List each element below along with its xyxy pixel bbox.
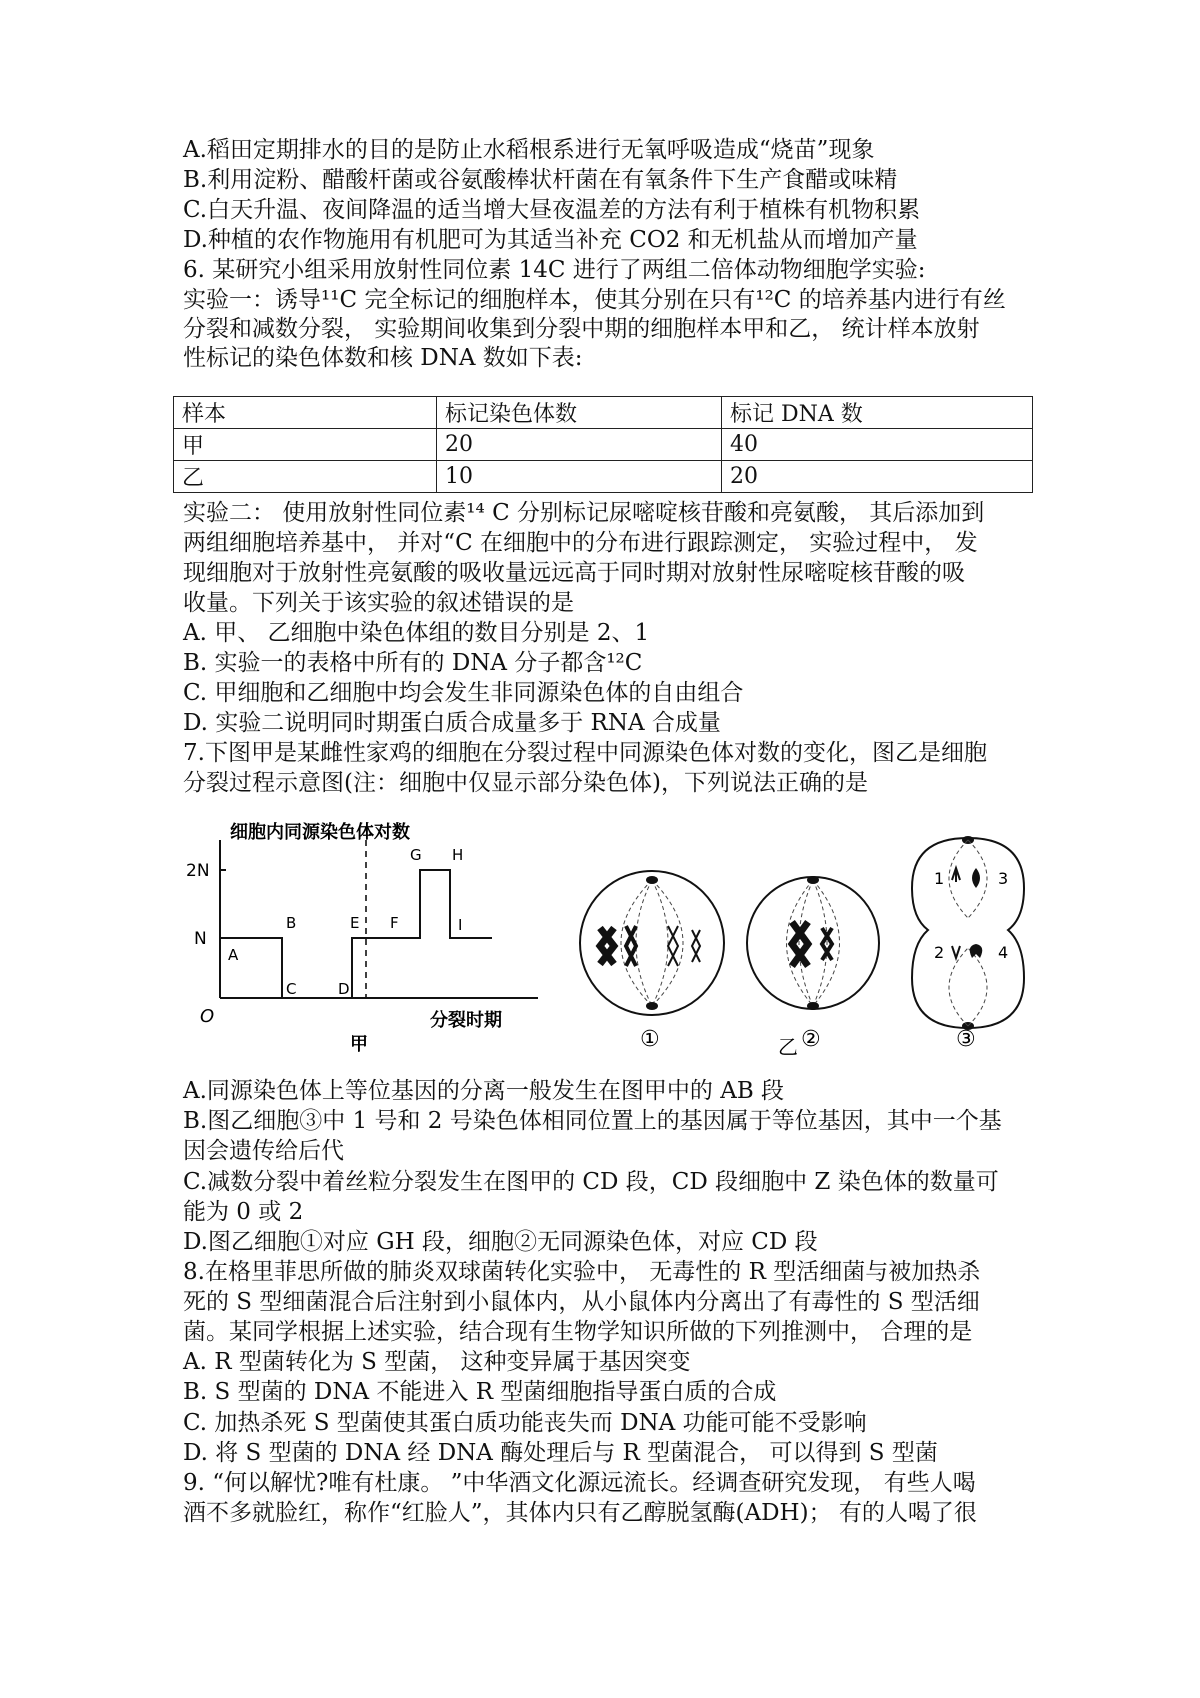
q5-option-c: C.白天升温、夜间降温的适当增大昼夜温差的方法有利于植株有机物积累 xyxy=(183,197,921,223)
segment-label: F xyxy=(390,914,399,932)
centriole xyxy=(807,876,819,884)
q7-stem-line1: 7.下图甲是某雌性家鸡的细胞在分裂过程中同源染色体对数的变化，图乙是细胞 xyxy=(183,740,987,766)
cell-label: ① xyxy=(640,1027,660,1052)
chromosome-number: 2 xyxy=(934,943,945,962)
chromosome xyxy=(626,926,636,966)
table-row xyxy=(174,429,1033,461)
table-cell: 乙 xyxy=(174,461,437,493)
cell-membrane xyxy=(747,877,879,1009)
q7-option-b-line2: 因会遗传给后代 xyxy=(183,1138,344,1164)
segment-label: I xyxy=(458,916,463,934)
q9-stem-line1: 9. “何以解忧?唯有杜康。 ”中华酒文化源远流长。经调查研究发现， 有些人喝 xyxy=(183,1470,976,1496)
cell-label: ② xyxy=(801,1027,821,1052)
chromosome-number: 1 xyxy=(934,869,945,888)
q6-exp1-line3: 性标记的染色体数和核 DNA 数如下表: xyxy=(183,345,583,371)
chromosome xyxy=(668,926,678,966)
table-header-cell: 样本 xyxy=(174,397,437,429)
graph-y-label: 细胞内同源染色体对数 xyxy=(230,822,410,843)
q7-figure xyxy=(186,818,1040,1059)
chromosome xyxy=(972,868,980,888)
q8-stem-line1: 8.在格里菲思所做的肺炎双球菌转化实验中， 无毒性的 R 型活细菌与被加热杀 xyxy=(183,1259,981,1285)
graph-jia xyxy=(186,821,538,1055)
segment-label: D xyxy=(338,980,350,998)
q6-option-a: A. 甲、 乙细胞中染色体组的数目分别是 2、1 xyxy=(183,620,650,646)
chromosome xyxy=(792,922,808,966)
caption-yi: 乙 xyxy=(778,1035,798,1059)
q5-option-b: B.利用淀粉、醋酸杆菌或谷氨酸棒状杆菌在有氧条件下生产食醋或味精 xyxy=(183,167,898,193)
q6-exp2-line4: 收量。下列关于该实验的叙述错误的是 xyxy=(183,590,574,616)
segment-label: C xyxy=(286,980,297,998)
q7-stem-line2: 分裂过程示意图(注：细胞中仅显示部分染色体)，下列说法正确的是 xyxy=(183,770,868,796)
q7-option-b-line1: B.图乙细胞③中 1 号和 2 号染色体相同位置上的基因属于等位基因，其中一个基 xyxy=(183,1108,1002,1134)
table-cell: 甲 xyxy=(174,429,437,461)
q8-option-b: B. S 型菌的 DNA 不能进入 R 型菌细胞指导蛋白质的合成 xyxy=(183,1379,777,1405)
q6-table xyxy=(173,396,1033,493)
chromosome-number: 3 xyxy=(998,869,1009,888)
cell-1 xyxy=(580,871,724,1052)
table-cell: 10 xyxy=(437,461,722,493)
cell-membrane xyxy=(912,838,1024,1028)
cell-3 xyxy=(912,836,1024,1052)
table-cell: 40 xyxy=(722,429,1033,461)
chromosome-number: 4 xyxy=(998,943,1009,962)
caption-jia: 甲 xyxy=(350,1034,368,1055)
chromosome xyxy=(970,944,983,958)
q6-exp1-line2: 分裂和减数分裂， 实验期间收集到分裂中期的细胞样本甲和乙， 统计样本放射 xyxy=(183,316,980,342)
table-header-row xyxy=(174,397,1033,429)
q5-option-d: D.种植的农作物施用有机肥可为其适当补充 CO2 和无机盐从而增加产量 xyxy=(183,227,918,253)
centriole xyxy=(646,1002,658,1010)
q8-option-a: A. R 型菌转化为 S 型菌， 这种变异属于基因突变 xyxy=(183,1349,691,1375)
table-header-cell: 标记 DNA 数 xyxy=(722,397,1033,429)
tick-2n: 2N xyxy=(186,861,210,881)
table-row xyxy=(174,461,1033,493)
q6-exp2-line1: 实验二： 使用放射性同位素¹⁴ C 分别标记尿嘧啶核苷酸和亮氨酸， 其后添加到 xyxy=(183,500,985,526)
spindle-fibers xyxy=(621,880,683,1006)
q6-option-b: B. 实验一的表格中所有的 DNA 分子都含¹²C xyxy=(183,650,643,676)
table-cell: 20 xyxy=(437,429,722,461)
q6-option-d: D. 实验二说明同时期蛋白质合成量多于 RNA 合成量 xyxy=(183,710,721,736)
centriole xyxy=(646,876,658,884)
q6-exp2-line2: 两组细胞培养基中， 并对“C 在细胞中的分布进行跟踪测定， 实验过程中， 发 xyxy=(183,530,978,556)
q6-exp2-line3: 现细胞对于放射性亮氨酸的吸收量远远高于同时期对放射性尿嘧啶核苷酸的吸 xyxy=(183,560,965,586)
segment-label: B xyxy=(286,914,297,932)
q9-stem-line2: 酒不多就脸红，称作“红脸人”，其体内只有乙醇脱氢酶(ADH)； 有的人喝了很 xyxy=(183,1500,977,1526)
graph-x-label: 分裂时期 xyxy=(430,1010,502,1031)
table-cell: 20 xyxy=(722,461,1033,493)
centriole xyxy=(807,1002,819,1010)
graph-line xyxy=(220,870,492,998)
q8-stem-line2: 死的 S 型细菌混合后注射到小鼠体内，从小鼠体内分离出了有毒性的 S 型活细 xyxy=(183,1289,980,1315)
q7-option-a: A.同源染色体上等位基因的分离一般发生在图甲中的 AB 段 xyxy=(183,1078,785,1104)
q7-option-c-line1: C.减数分裂中着丝粒分裂发生在图甲的 CD 段，CD 段细胞中 Z 染色体的数量可 xyxy=(183,1169,999,1195)
chromosome xyxy=(952,946,960,958)
q5-option-a: A.稻田定期排水的目的是防止水稻根系进行无氧呼吸造成“烧苗”现象 xyxy=(183,137,875,163)
spindle-fibers xyxy=(949,840,987,1026)
cell-label: ③ xyxy=(956,1027,976,1052)
segment-label: G xyxy=(410,846,422,864)
tick-n: N xyxy=(194,929,207,949)
q6-option-c: C. 甲细胞和乙细胞中均会发生非同源染色体的自由组合 xyxy=(183,680,744,706)
segment-label: A xyxy=(228,946,239,964)
cell-2 xyxy=(747,876,879,1052)
q7-option-d: D.图乙细胞①对应 GH 段，细胞②无同源染色体，对应 CD 段 xyxy=(183,1229,818,1255)
segment-label: E xyxy=(350,914,360,932)
chromosome xyxy=(600,928,614,964)
chromosome xyxy=(952,868,960,882)
q6-stem: 6. 某研究小组采用放射性同位素 14C 进行了两组二倍体动物细胞学实验: xyxy=(183,257,926,283)
q6-exp1-line1: 实验一：诱导¹¹C 完全标记的细胞样本，使其分别在只有¹²C 的培养基内进行有丝 xyxy=(183,287,1006,313)
origin-label: O xyxy=(200,1006,215,1027)
table-header-cell: 标记染色体数 xyxy=(437,397,722,429)
q8-option-c: C. 加热杀死 S 型菌使其蛋白质功能丧失而 DNA 功能可能不受影响 xyxy=(183,1410,867,1436)
q7-option-c-line2: 能为 0 或 2 xyxy=(183,1199,304,1225)
q8-stem-line3: 菌。某同学根据上述实验，结合现有生物学知识所做的下列推测中， 合理的是 xyxy=(183,1319,973,1345)
chromosome xyxy=(692,930,700,962)
q8-option-d: D. 将 S 型菌的 DNA 经 DNA 酶处理后与 R 型菌混合， 可以得到 S 型菌 xyxy=(183,1440,938,1466)
segment-label: H xyxy=(452,846,464,864)
